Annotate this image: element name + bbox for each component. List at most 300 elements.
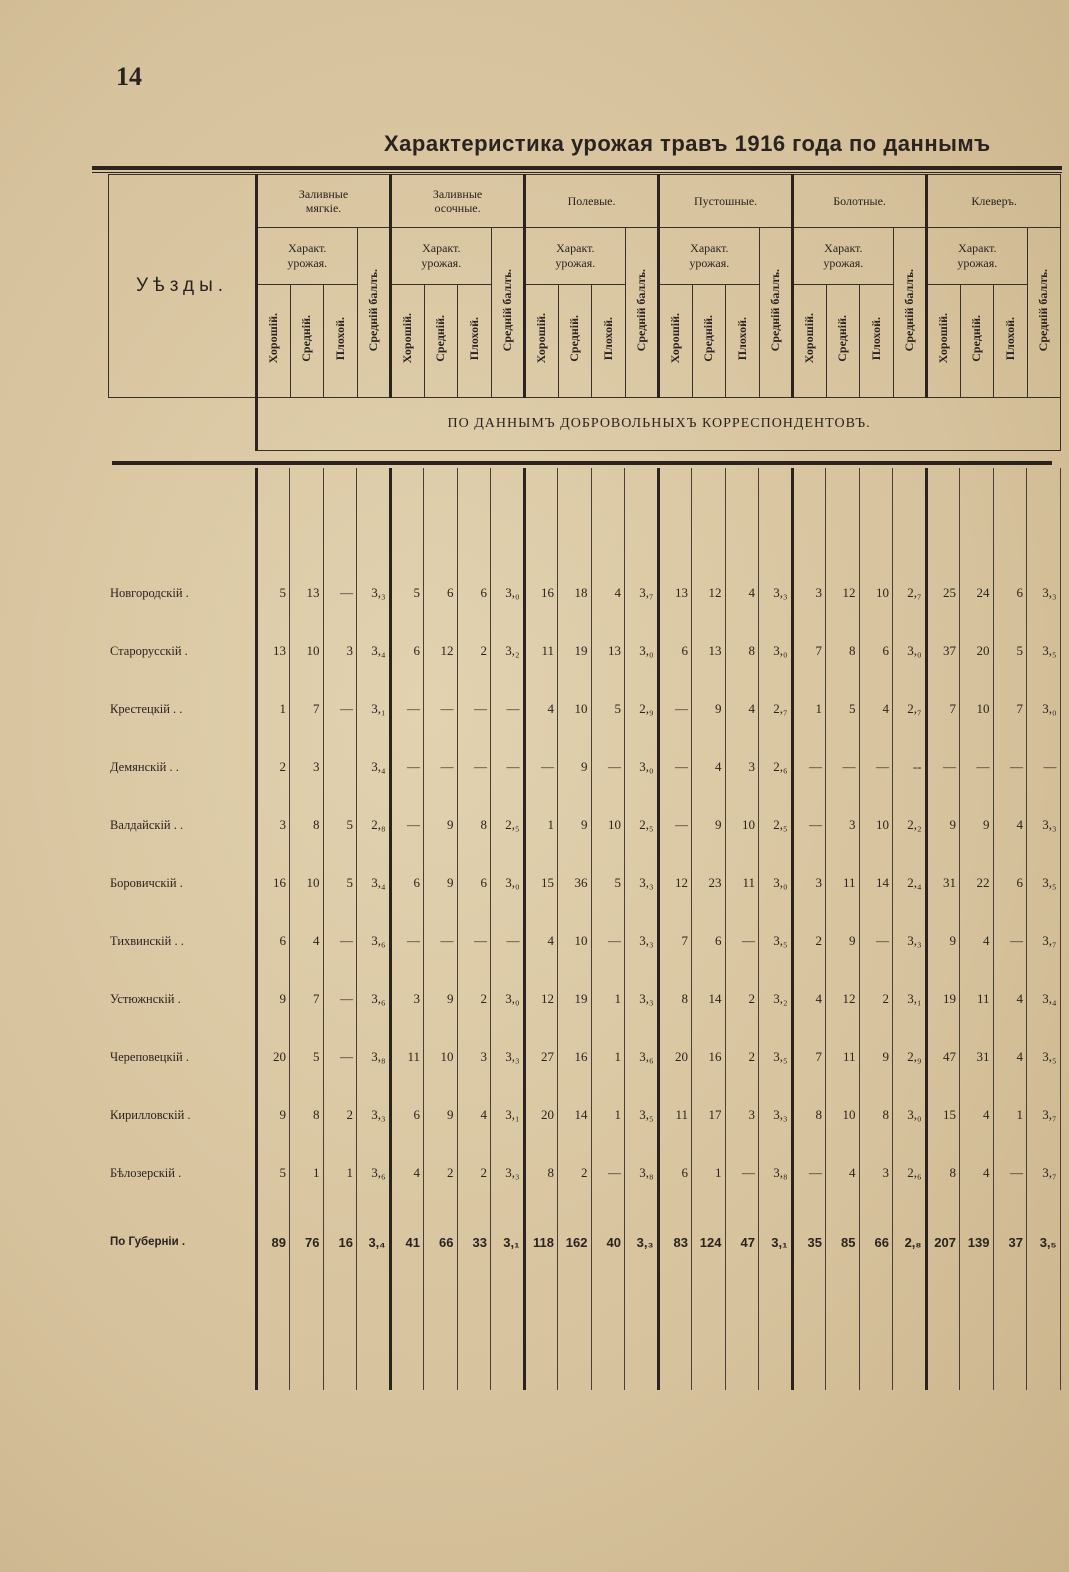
table-cell: 5	[323, 796, 357, 854]
group-header-clover: Клеверъ.	[927, 175, 1061, 228]
table-cell: 83	[658, 1202, 692, 1282]
table-cell: 6	[993, 854, 1027, 912]
table-cell: 36	[558, 854, 592, 912]
table-cell: —	[792, 1144, 826, 1202]
table-cell: 10	[859, 796, 893, 854]
table-cell: 3,₃	[625, 970, 659, 1028]
table-cell: 12	[692, 564, 726, 622]
table-cell: 3,₈	[357, 1028, 391, 1086]
table-cell: —	[658, 796, 692, 854]
table-cell: —	[591, 738, 625, 796]
table-cell: 15	[524, 854, 558, 912]
table-cell: 37	[993, 1202, 1027, 1282]
district-name: Новгородскій .	[108, 564, 256, 622]
table-cell: 3,₇	[1027, 1144, 1061, 1202]
table-cell: 66	[859, 1202, 893, 1282]
table-cell: 4	[725, 680, 759, 738]
table-cell: 2	[859, 970, 893, 1028]
table-cell: 2	[558, 1144, 592, 1202]
table-cell: 10	[424, 1028, 458, 1086]
table-cell: 6	[256, 912, 290, 970]
table-cell: 89	[256, 1202, 290, 1282]
table-cell: —	[792, 796, 826, 854]
table-cell: 2,₅	[491, 796, 525, 854]
table-cell: 2	[457, 1144, 491, 1202]
table-cell: 3	[859, 1144, 893, 1202]
table-cell: 3,₄	[357, 622, 391, 680]
table-cell: 8	[725, 622, 759, 680]
table-cell: 3,₁	[893, 970, 927, 1028]
table-row	[108, 1144, 1060, 1202]
table-cell: 4	[524, 680, 558, 738]
col-header-mid-0: Средній.	[290, 285, 324, 398]
table-cell: 3,₆	[357, 912, 391, 970]
page-number: 14	[116, 62, 142, 91]
table-cell: 11	[658, 1086, 692, 1144]
table-cell: 12	[658, 854, 692, 912]
table-cell: 31	[960, 1028, 994, 1086]
table-cell: 4	[960, 912, 994, 970]
table-cell: 4	[993, 796, 1027, 854]
district-name: Кирилловскій .	[108, 1086, 256, 1144]
table-cell: 2,₆	[759, 738, 793, 796]
table-cell: 5	[256, 1144, 290, 1202]
table-cell: 20	[658, 1028, 692, 1086]
table-cell: —	[658, 738, 692, 796]
table-cell: 6	[692, 912, 726, 970]
table-cell: 2,₆	[893, 1144, 927, 1202]
table-cell: 4	[457, 1086, 491, 1144]
table-cell: 31	[926, 854, 960, 912]
table-cell: 10	[826, 1086, 860, 1144]
col-header-bad-2: Плохой.	[592, 285, 626, 398]
table-cell: 3	[290, 738, 324, 796]
table-cell: —	[524, 738, 558, 796]
table-cell: 3,₃	[625, 854, 659, 912]
col-header-mid-1: Средній.	[424, 285, 458, 398]
spacer-row	[108, 1282, 1060, 1390]
table-cell: —	[491, 912, 525, 970]
banner-spacer	[109, 398, 257, 451]
table-cell: 3	[323, 622, 357, 680]
table-cell: —	[993, 912, 1027, 970]
group-header-field: Полевые.	[525, 175, 659, 228]
table-cell: 3	[725, 1086, 759, 1144]
table-cell: 3,₄	[357, 854, 391, 912]
col-header-avg-2: Средній баллъ.	[625, 228, 659, 398]
table-cell: —	[725, 912, 759, 970]
table-cell: 66	[424, 1202, 458, 1282]
table-cell: 9	[960, 796, 994, 854]
table-cell: 19	[558, 970, 592, 1028]
group-header-marsh: Болотные.	[793, 175, 927, 228]
table-cell: 9	[558, 796, 592, 854]
table-row	[108, 796, 1060, 854]
table-cell: 35	[792, 1202, 826, 1282]
district-name: Устюжнскій .	[108, 970, 256, 1028]
table-cell: 3	[792, 564, 826, 622]
table-cell: 3,₈	[625, 1144, 659, 1202]
table-cell: 8	[859, 1086, 893, 1144]
col-header-avg-4: Средній баллъ.	[893, 228, 927, 398]
table-cell: 76	[290, 1202, 324, 1282]
table-cell: 9	[859, 1028, 893, 1086]
table-cell: 9	[424, 854, 458, 912]
sub-header-harvest-3: Характ. урожая.	[659, 228, 760, 285]
total-row	[108, 1202, 1060, 1282]
table-row	[108, 622, 1060, 680]
table-cell: 12	[524, 970, 558, 1028]
table-cell: 3	[390, 970, 424, 1028]
table-cell: 10	[859, 564, 893, 622]
table-cell: 2,₅	[759, 796, 793, 854]
table-cell: 47	[926, 1028, 960, 1086]
table-row	[108, 564, 1060, 622]
sub-header-harvest-0: Характ. урожая.	[257, 228, 358, 285]
table-cell: 3	[457, 1028, 491, 1086]
table-cell: —	[725, 1144, 759, 1202]
table-cell: 9	[424, 970, 458, 1028]
table-cell: —	[859, 738, 893, 796]
table-cell: 6	[658, 622, 692, 680]
table-cell: 24	[960, 564, 994, 622]
table-cell: 3	[256, 796, 290, 854]
table-cell: 3,₃	[759, 1086, 793, 1144]
table-cell: 1	[993, 1086, 1027, 1144]
col-header-bad-0: Плохой.	[324, 285, 358, 398]
table-cell: 3,₈	[759, 1144, 793, 1202]
table-cell: 14	[859, 854, 893, 912]
table-row	[108, 854, 1060, 912]
table-cell: 1	[290, 1144, 324, 1202]
table-cell: 7	[290, 680, 324, 738]
table-cell: 6	[390, 1086, 424, 1144]
table-cell: 20	[256, 1028, 290, 1086]
district-header: Уѣзды.	[109, 175, 257, 398]
table-cell: 11	[826, 854, 860, 912]
col-header-good-1: Хорошій.	[391, 285, 425, 398]
table-cell: 17	[692, 1086, 726, 1144]
table-cell: 2	[323, 1086, 357, 1144]
group-header-meadow-sedge: Заливные осочные.	[391, 175, 525, 228]
table-cell: 3,₀	[759, 622, 793, 680]
table-cell: 4	[725, 564, 759, 622]
table-cell: 22	[960, 854, 994, 912]
table-cell: 5	[591, 854, 625, 912]
col-header-avg-1: Средній баллъ.	[491, 228, 525, 398]
table-cell: 3,₆	[357, 1144, 391, 1202]
table-cell: 16	[256, 854, 290, 912]
table-cell: 3,₃	[357, 564, 391, 622]
district-name: Тихвинскій . .	[108, 912, 256, 970]
table-cell: 3,₃	[491, 1028, 525, 1086]
table-cell: 4	[960, 1144, 994, 1202]
district-name: Боровичскій .	[108, 854, 256, 912]
table-cell: 3,₆	[625, 1028, 659, 1086]
header-table	[108, 174, 1061, 451]
table-cell: 3,₅	[759, 1028, 793, 1086]
table-cell: 13	[692, 622, 726, 680]
table-row	[108, 1086, 1060, 1144]
table-cell: 5	[826, 680, 860, 738]
table-cell: 10	[960, 680, 994, 738]
table-cell: —	[1027, 738, 1061, 796]
table-cell: —	[792, 738, 826, 796]
table-cell: 11	[524, 622, 558, 680]
table-cell: 3,₃	[357, 1086, 391, 1144]
table-cell: 6	[424, 564, 458, 622]
table-cell: 15	[926, 1086, 960, 1144]
col-header-mid-4: Средній.	[826, 285, 860, 398]
top-rule-thin	[92, 172, 1062, 173]
table-cell: 20	[524, 1086, 558, 1144]
table-cell: —	[457, 738, 491, 796]
col-header-mid-3: Средній.	[692, 285, 726, 398]
table-cell: 12	[826, 564, 860, 622]
data-table	[108, 468, 1061, 1390]
table-cell: 16	[692, 1028, 726, 1086]
top-rule	[92, 166, 1062, 170]
table-cell: 8	[792, 1086, 826, 1144]
table-cell: —	[457, 912, 491, 970]
table-cell: 23	[692, 854, 726, 912]
table-cell: 2	[424, 1144, 458, 1202]
table-cell: 6	[457, 854, 491, 912]
table-cell: 3,₁	[491, 1086, 525, 1144]
table-cell: —	[424, 738, 458, 796]
table-cell: 3,₃	[625, 1202, 659, 1282]
table-cell: 41	[390, 1202, 424, 1282]
table-cell: 9	[558, 738, 592, 796]
table-cell: —	[323, 564, 357, 622]
table-cell: 10	[290, 854, 324, 912]
table-cell: 1	[591, 970, 625, 1028]
district-name: Крестецкій . .	[108, 680, 256, 738]
table-cell: —	[491, 738, 525, 796]
table-cell: —	[390, 738, 424, 796]
table-cell: 5	[290, 1028, 324, 1086]
sub-header-harvest-5: Характ. урожая.	[927, 228, 1028, 285]
table-cell: —	[390, 912, 424, 970]
table-cell: 3,₄	[357, 738, 391, 796]
table-cell: 9	[692, 680, 726, 738]
table-cell: 162	[558, 1202, 592, 1282]
table-cell: 1	[591, 1028, 625, 1086]
table-cell: 40	[591, 1202, 625, 1282]
table-cell: 2	[256, 738, 290, 796]
table-cell: 4	[960, 1086, 994, 1144]
table-cell: 139	[960, 1202, 994, 1282]
district-name: Бѣлозерскій .	[108, 1144, 256, 1202]
district-name: Валдайскій . .	[108, 796, 256, 854]
table-cell: 3,₀	[893, 1086, 927, 1144]
table-cell: 207	[926, 1202, 960, 1282]
table-cell: 3,₅	[1027, 1028, 1061, 1086]
table-cell: 10	[558, 680, 592, 738]
table-cell: 3,₁	[357, 680, 391, 738]
table-cell: 5	[323, 854, 357, 912]
table-cell: 1	[323, 1144, 357, 1202]
table-cell: 4	[692, 738, 726, 796]
table-cell: —	[323, 970, 357, 1028]
table-cell: 3	[725, 738, 759, 796]
table-cell: 8	[290, 1086, 324, 1144]
table-cell: —	[390, 796, 424, 854]
table-cell: 8	[524, 1144, 558, 1202]
table-cell: 1	[256, 680, 290, 738]
table-cell: —	[323, 680, 357, 738]
table-cell: —	[424, 680, 458, 738]
table-cell: —	[859, 912, 893, 970]
table-cell: 3,₃	[893, 912, 927, 970]
col-header-good-2: Хорошій.	[525, 285, 559, 398]
table-cell: 3,₇	[1027, 912, 1061, 970]
table-cell: 4	[993, 970, 1027, 1028]
table-cell: 27	[524, 1028, 558, 1086]
table-cell: 5	[993, 622, 1027, 680]
table-cell: 3,₅	[759, 912, 793, 970]
table-cell: 3	[792, 854, 826, 912]
spacer-row	[108, 468, 1060, 564]
col-header-good-5: Хорошій.	[927, 285, 961, 398]
col-header-good-3: Хорошій.	[659, 285, 693, 398]
table-cell: 3,₃	[625, 912, 659, 970]
table-row	[108, 1028, 1060, 1086]
table-cell: 1	[591, 1086, 625, 1144]
table-cell: 4	[591, 564, 625, 622]
table-cell: 4	[524, 912, 558, 970]
body-rule	[112, 461, 1052, 465]
table-cell: 118	[524, 1202, 558, 1282]
table-cell: 4	[290, 912, 324, 970]
table-cell: 3,₀	[1027, 680, 1061, 738]
table-cell: 3,₄	[1027, 970, 1061, 1028]
table-cell: 4	[859, 680, 893, 738]
table-cell: 2	[725, 1028, 759, 1086]
table-cell: --	[893, 738, 927, 796]
table-cell: 3,₄	[357, 1202, 391, 1282]
col-header-avg-0: Средній баллъ.	[357, 228, 391, 398]
table-cell: 4	[792, 970, 826, 1028]
table-cell: 11	[826, 1028, 860, 1086]
col-header-bad-5: Плохой.	[994, 285, 1028, 398]
table-cell: 2,₈	[357, 796, 391, 854]
table-cell: 3,₃	[491, 1144, 525, 1202]
table-cell: 8	[926, 1144, 960, 1202]
table-cell: —	[591, 912, 625, 970]
table-cell: 3,₆	[357, 970, 391, 1028]
table-cell: 6	[993, 564, 1027, 622]
col-header-mid-5: Средній.	[960, 285, 994, 398]
table-cell: 11	[725, 854, 759, 912]
district-name: Демянскій . .	[108, 738, 256, 796]
table-cell: 2,₉	[625, 680, 659, 738]
table-cell: 2,₄	[893, 854, 927, 912]
table-cell: 47	[725, 1202, 759, 1282]
district-name: По Губерніи .	[108, 1202, 256, 1282]
table-cell: 19	[926, 970, 960, 1028]
table-cell: 9	[692, 796, 726, 854]
table-cell: 3,₀	[625, 738, 659, 796]
col-header-mid-2: Средній.	[558, 285, 592, 398]
table-cell: 2	[725, 970, 759, 1028]
district-name: Старорусскій .	[108, 622, 256, 680]
table-cell: 3,₁	[491, 1202, 525, 1282]
table-cell: 2,₇	[893, 564, 927, 622]
table-cell: 3,₃	[1027, 564, 1061, 622]
table-cell: 18	[558, 564, 592, 622]
table-cell: 3,₂	[759, 970, 793, 1028]
table-cell: 85	[826, 1202, 860, 1282]
table-cell: —	[993, 1144, 1027, 1202]
table-cell: —	[457, 680, 491, 738]
table-cell: —	[960, 738, 994, 796]
table-cell: 9	[926, 796, 960, 854]
table-cell: 1	[792, 680, 826, 738]
table-cell: 2	[457, 622, 491, 680]
table-cell: 13	[591, 622, 625, 680]
table-cell: 3,₇	[625, 564, 659, 622]
table-cell: 5	[591, 680, 625, 738]
table-cell: —	[491, 680, 525, 738]
table-cell: 3,₀	[491, 854, 525, 912]
table-cell: 6	[390, 854, 424, 912]
table-cell: —	[591, 1144, 625, 1202]
table-cell: 3,₀	[625, 622, 659, 680]
table-row	[108, 680, 1060, 738]
table-cell: 9	[256, 970, 290, 1028]
table-cell: 1	[692, 1144, 726, 1202]
sub-header-harvest-4: Характ. урожая.	[793, 228, 894, 285]
table-cell: 2,₈	[893, 1202, 927, 1282]
table-cell: 5	[390, 564, 424, 622]
table-cell: 14	[558, 1086, 592, 1144]
table-cell: 10	[725, 796, 759, 854]
source-banner: ПО ДАННЫМЪ ДОБРОВОЛЬНЫХЪ КОРРЕСПОНДЕНТОВЪ.	[257, 398, 1061, 451]
table-cell: 7	[993, 680, 1027, 738]
table-row	[108, 970, 1060, 1028]
table-cell: —	[323, 912, 357, 970]
table-cell: 13	[290, 564, 324, 622]
table-cell: 7	[926, 680, 960, 738]
table-cell: 3,₁	[759, 1202, 793, 1282]
table-cell: 7	[792, 1028, 826, 1086]
table-cell: 3,₃	[1027, 796, 1061, 854]
table-cell: 6	[859, 622, 893, 680]
table-cell: 16	[558, 1028, 592, 1086]
col-header-bad-4: Плохой.	[860, 285, 894, 398]
table-cell: 3,₀	[759, 854, 793, 912]
table-cell: 2,₂	[893, 796, 927, 854]
table-cell: 16	[524, 564, 558, 622]
table-row	[108, 738, 1060, 796]
table-cell: 3,₇	[1027, 1086, 1061, 1144]
table-cell: 3,₃	[759, 564, 793, 622]
table-cell: 10	[290, 622, 324, 680]
table-cell: 2	[792, 912, 826, 970]
table-cell: 3,₅	[1027, 622, 1061, 680]
table-cell: 9	[424, 796, 458, 854]
table-cell: 6	[658, 1144, 692, 1202]
table-cell: 2,₅	[625, 796, 659, 854]
table-cell: 3,₀	[893, 622, 927, 680]
table-cell: 9	[826, 912, 860, 970]
table-cell: 6	[457, 564, 491, 622]
table-cell: —	[926, 738, 960, 796]
table-cell: 9	[424, 1086, 458, 1144]
table-cell: 11	[390, 1028, 424, 1086]
table-cell: 4	[993, 1028, 1027, 1086]
